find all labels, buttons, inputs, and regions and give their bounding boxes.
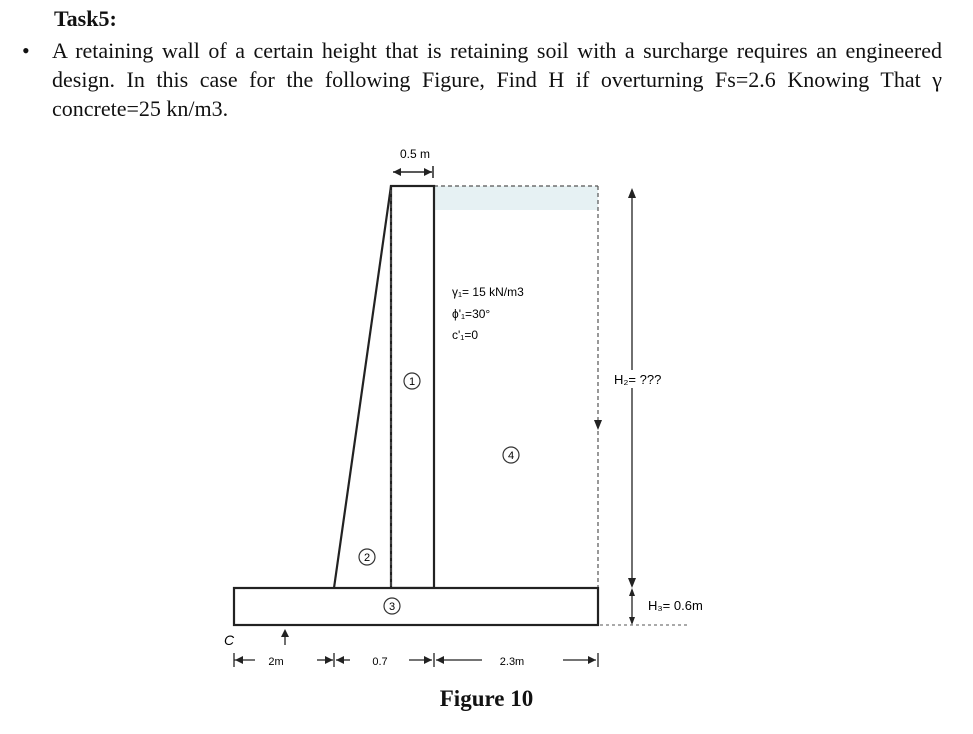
region-1-marker (404, 373, 420, 389)
svg-text:3: 3 (388, 601, 396, 613)
wall-sloped-face (334, 186, 391, 588)
svg-text:2: 2 (363, 552, 371, 564)
point-c-label: C (224, 632, 235, 648)
figure-caption: Figure 10 (439, 686, 534, 711)
task-description: A retaining wall of a certain height that is retaining soil with a surcharge requires an engineered design. In this case for the following Figure, Find H if overturning Fs=2.6 Knowing That γ concrete=25 kn/m3. (52, 38, 942, 121)
h3-dimension-line (629, 588, 635, 625)
svg-text:1: 1 (408, 376, 416, 388)
dim-2m: 2m (268, 656, 284, 668)
h2-label: H₂= ??? (614, 372, 662, 387)
svg-text:4: 4 (507, 450, 515, 462)
soil-unit-weight: γ₁= 15 kN/m3 (452, 285, 524, 299)
region-3-marker (384, 598, 400, 614)
top-width-label: 0.5 m (399, 147, 431, 161)
task-title: Task5: (54, 6, 117, 31)
bottom-dimension-line (234, 653, 598, 667)
dim-0-7: 0.7 (372, 656, 388, 668)
soil-cohesion: c'₁=0 (452, 328, 479, 342)
backfill-right-arrow (594, 420, 602, 430)
surcharge-band (434, 186, 598, 210)
base-slab (234, 588, 598, 625)
region-2-marker (359, 549, 375, 565)
bullet-marker: • (22, 38, 30, 63)
point-c-arrow (281, 629, 289, 645)
top-width-arrow (393, 166, 433, 178)
soil-friction-angle: ϕ'₁=30° (452, 307, 491, 321)
dim-2-3m: 2.3m (499, 656, 525, 668)
region-4-marker (503, 447, 519, 463)
h3-label: H₃= 0.6m (648, 598, 703, 613)
